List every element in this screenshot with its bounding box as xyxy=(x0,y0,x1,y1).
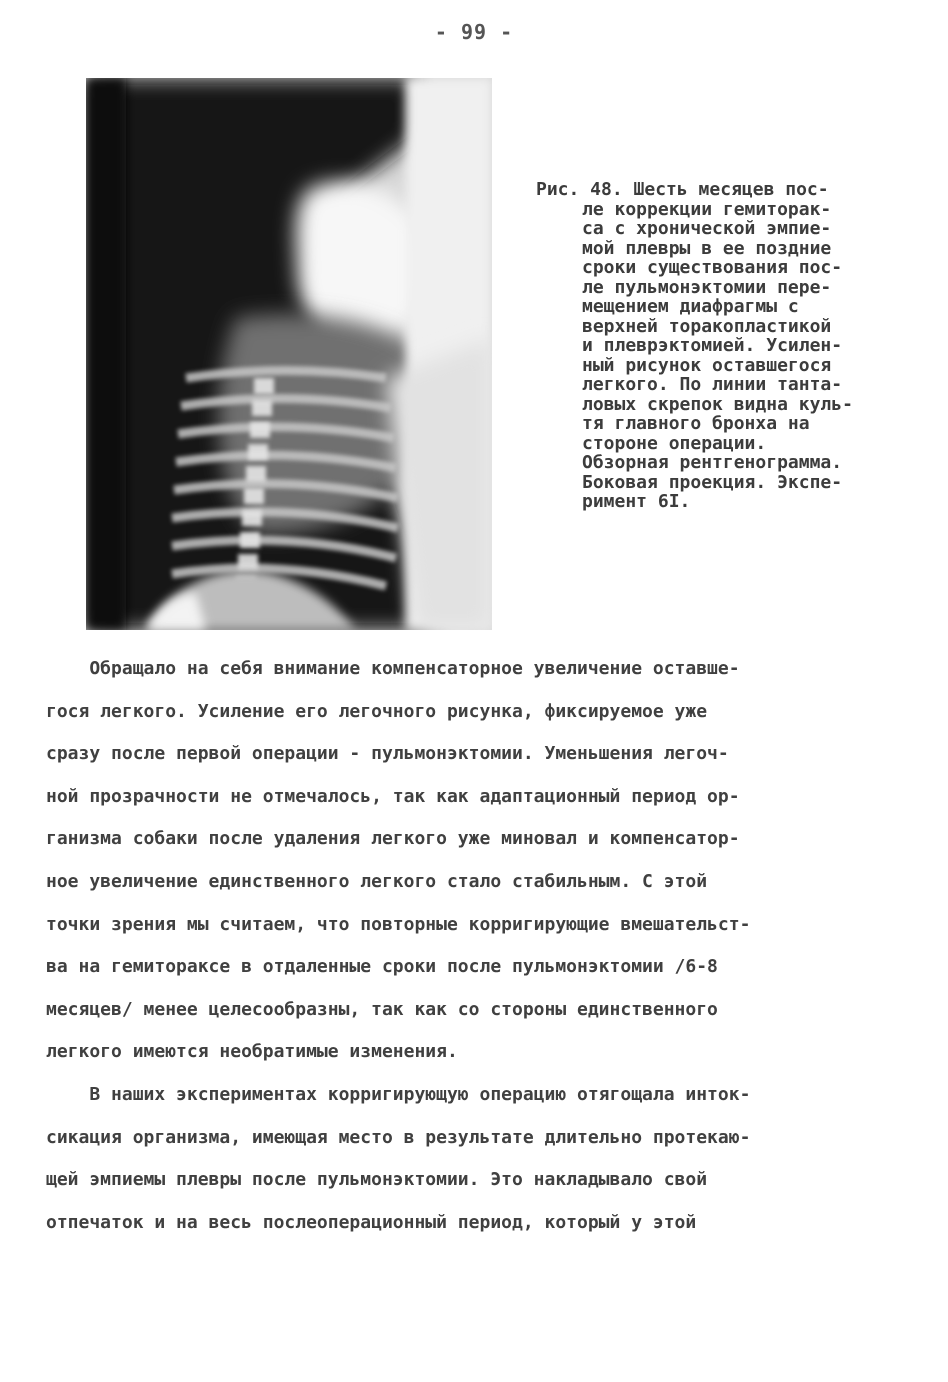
caption-line: Рис. 48. Шесть месяцев пос- xyxy=(536,179,829,200)
body-line: ное увеличение единственного легкого стало стабильным. С этой xyxy=(46,870,708,892)
caption-line: Боковая проекция. Экспе- xyxy=(582,471,843,493)
caption-line: Обзорная рентгенограмма. xyxy=(582,452,843,473)
caption-line: мой плевры в ее поздние xyxy=(582,237,832,259)
caption-line: ле пульмонэктомии пере- xyxy=(582,276,832,298)
figure-caption xyxy=(536,180,936,512)
body-line: легкого имеются необратимые изменения. xyxy=(46,1041,458,1063)
body-line: сикация организма, имеющая место в результате длительно протекаю- xyxy=(46,1126,751,1148)
body-line: ганизма собаки после удаления легкого уже миновал и компенсатор- xyxy=(46,828,740,850)
xray-image xyxy=(86,78,492,630)
page-number: - 99 - xyxy=(434,20,514,44)
caption-line: легкого. По линии танта- xyxy=(582,374,843,395)
caption-line: ле коррекции гемиторак- xyxy=(582,198,832,220)
body-line: ной прозрачности не отмечалось, так как адаптационный период ор- xyxy=(46,785,740,807)
caption-line: стороне операции. xyxy=(582,432,767,454)
body-line: щей эмпиемы плевры после пульмонэктомии. Это накладывало свой xyxy=(46,1169,708,1191)
caption-line: ный рисунок оставшегося xyxy=(582,354,832,376)
body-text xyxy=(46,648,906,1244)
body-line: месяцев/ менее целесообразны, так как со стороны единственного xyxy=(46,998,718,1020)
caption-line: верхней торакопластикой xyxy=(582,315,832,337)
caption-line: ловых скрепок видна куль- xyxy=(582,393,853,415)
caption-line: тя главного бронха на xyxy=(582,413,810,434)
body-line: точки зрения мы считаем, что повторные корригирующие вмешательст- xyxy=(46,913,751,935)
body-line: отпечаток и на весь послеоперационный период, который у этой xyxy=(46,1211,697,1233)
body-line: ва на гемитораксе в отдаленные сроки после пульмонэктомии /6-8 xyxy=(46,956,718,978)
caption-line: сроки существования пос- xyxy=(582,257,843,278)
body-line: сразу после первой операции - пульмонэктомии. Уменьшения легоч- xyxy=(46,743,729,765)
caption-line: са с хронической эмпие- xyxy=(582,218,832,239)
caption-line: и плеврэктомией. Усилен- xyxy=(582,335,843,356)
caption-line: римент 6I. xyxy=(582,491,691,512)
body-line: В наших экспериментах корригирующую операцию отягощала инток- xyxy=(46,1083,751,1105)
caption-line: мещением диафрагмы с xyxy=(582,296,799,317)
body-line: гося легкого. Усиление его легочного рисунка, фиксируемое уже xyxy=(46,700,708,722)
body-line: Обращало на себя внимание компенсаторное увеличение оставше- xyxy=(46,658,740,679)
